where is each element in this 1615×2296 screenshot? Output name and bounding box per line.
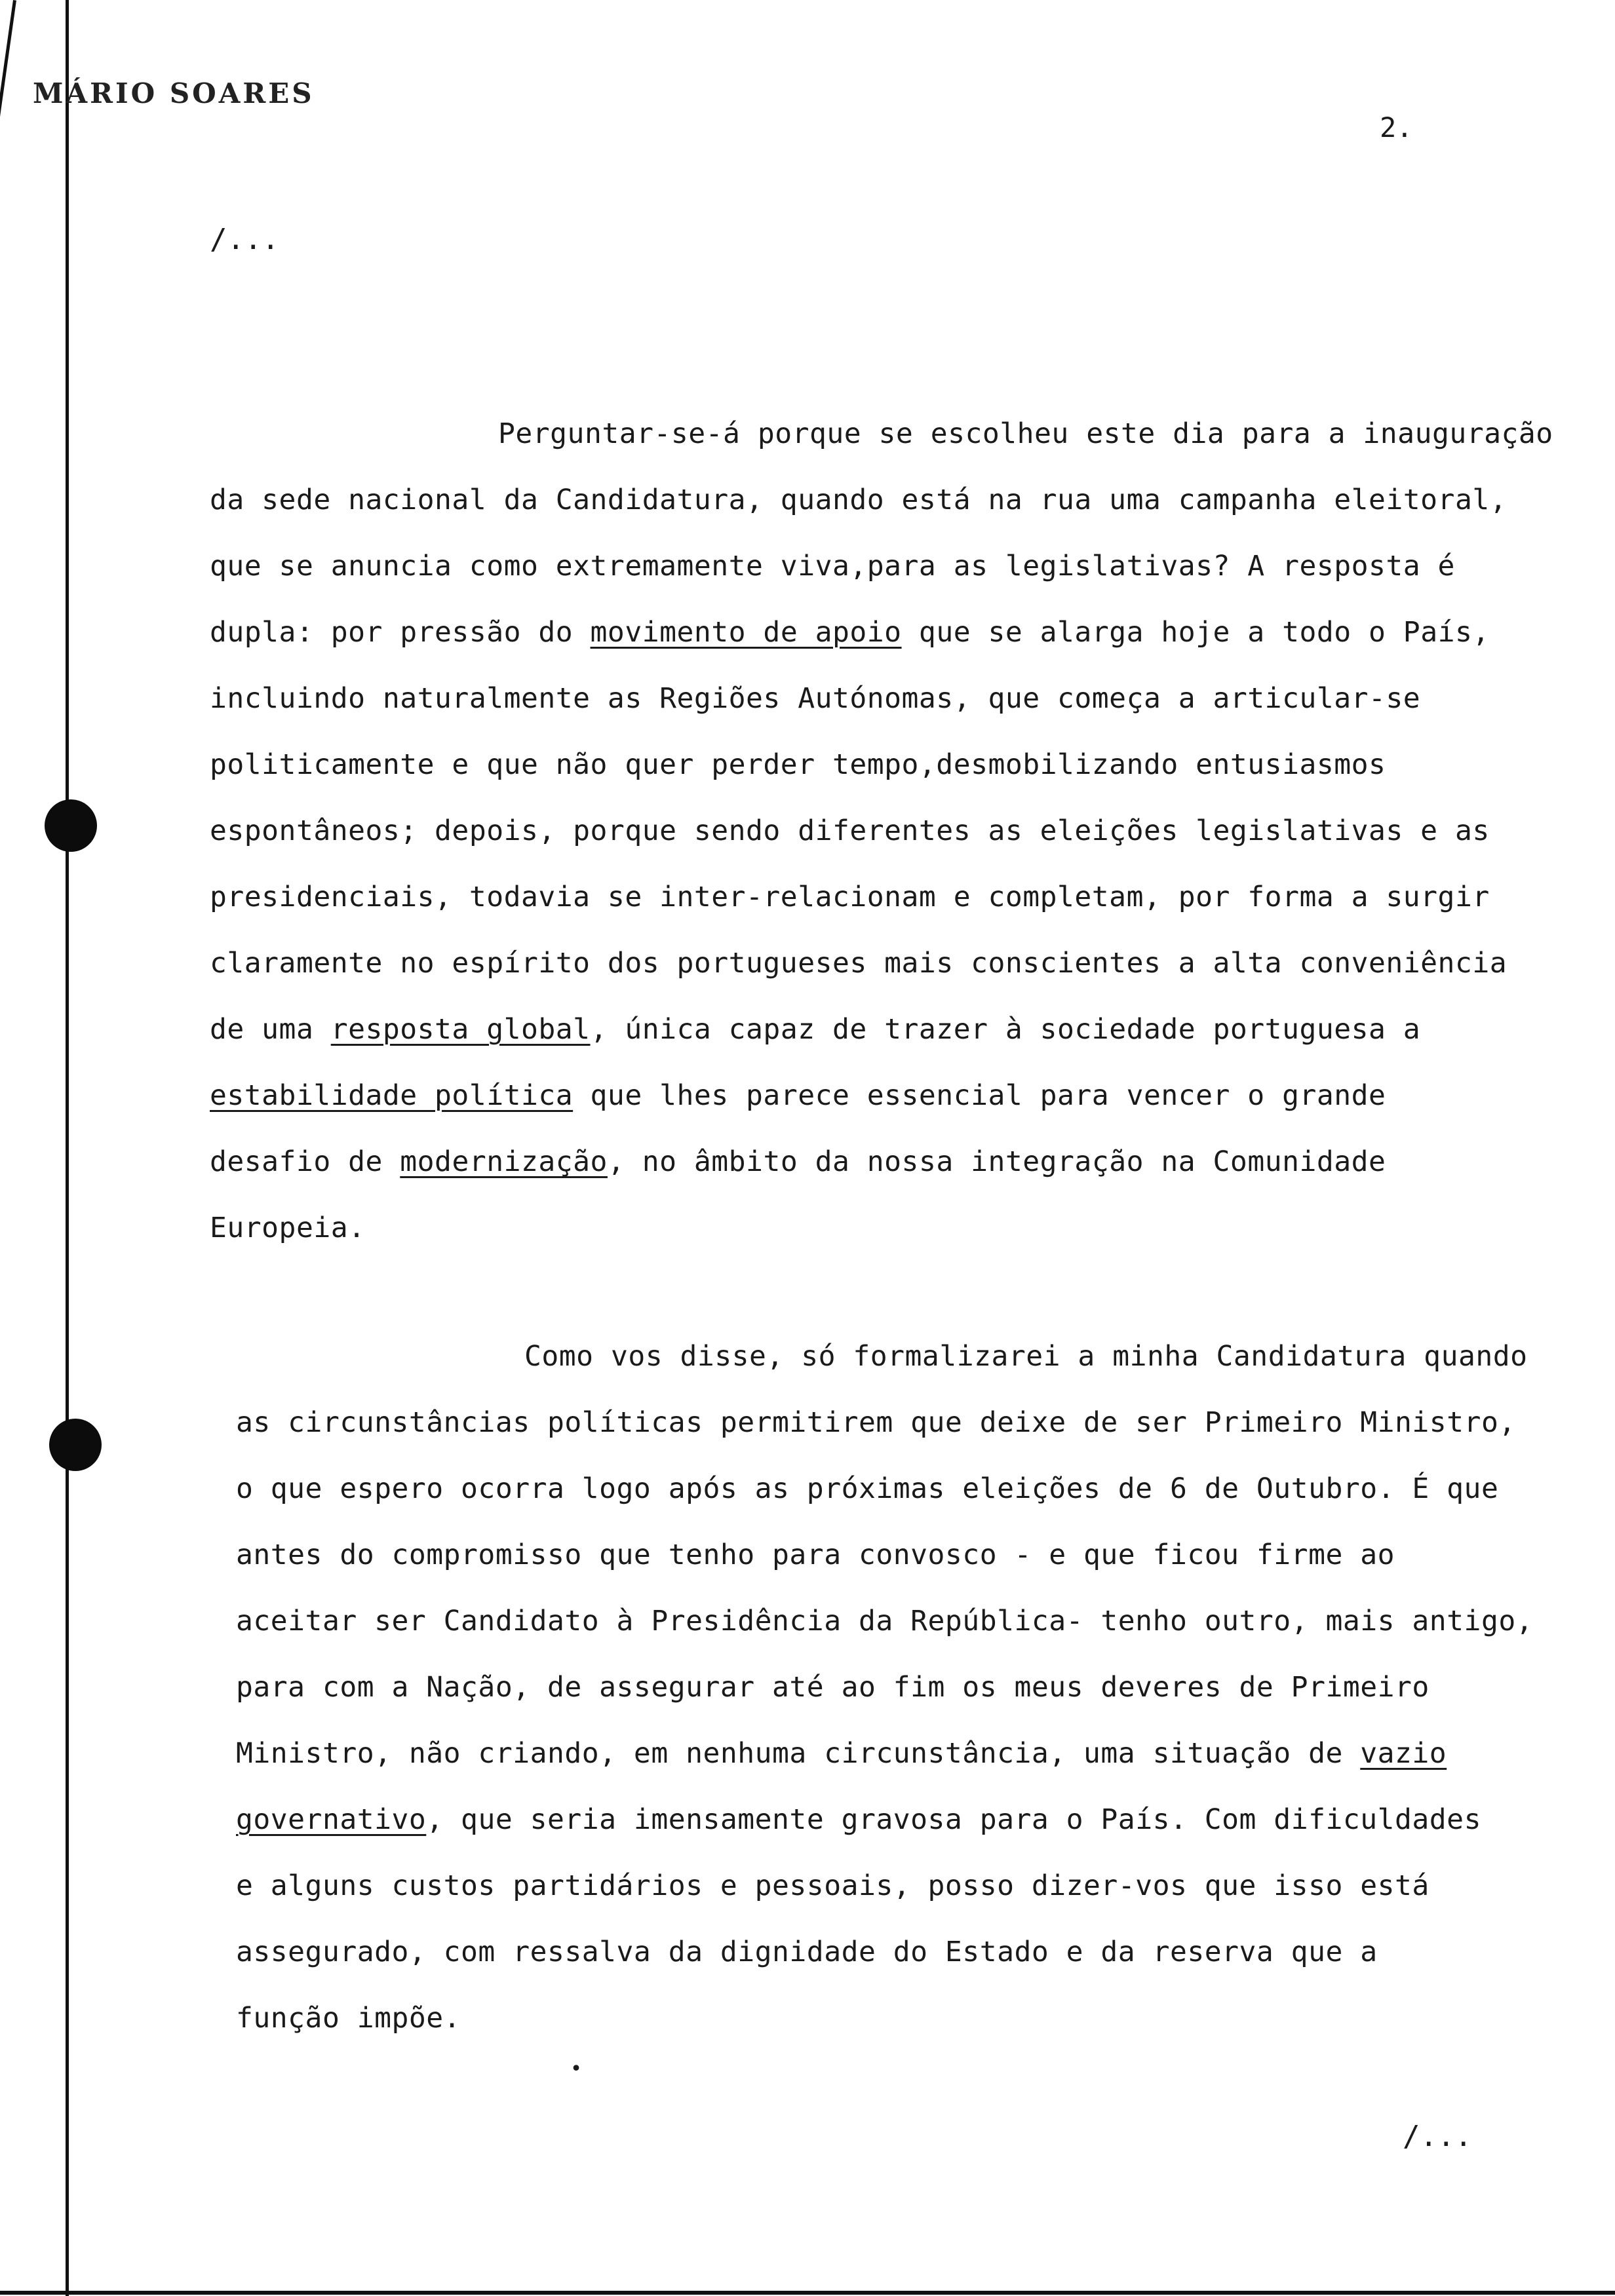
text-line: que se anuncia como extremamente viva,para as legislativas? A resposta é <box>210 550 1455 583</box>
continuation-mark-top: /... <box>210 223 279 256</box>
margin-pen-stroke <box>0 0 16 140</box>
page-number: 2. <box>1380 111 1413 144</box>
punch-hole <box>49 1419 102 1471</box>
text-line <box>210 997 1468 1063</box>
text-line: aceitar ser Candidato à Presidência da República- tenho outro, mais antigo, <box>236 1605 1534 1637</box>
text-line: politicamente e que não quer perder tempo,desmobilizando entusiasmos <box>210 748 1386 781</box>
text-line: incluindo naturalmente as Regiões Autónomas, que começa a articular-se <box>210 682 1421 715</box>
text-line: para com a Nação, de assegurar até ao fim os meus deveres de Primeiro <box>236 1671 1430 1704</box>
text-line: assegurado, com ressalva da dignidade do Estado e da reserva que a <box>236 1936 1378 1968</box>
letterhead: MÁRIO SOARES <box>33 77 315 109</box>
text-line: espontâneos; depois, porque sendo diferentes as eleições legislativas e as <box>210 814 1490 847</box>
text-line <box>210 1129 1468 1195</box>
text-line: e alguns custos partidários e pessoais, posso dizer-vos que isso está <box>236 1869 1430 1902</box>
bottom-border <box>0 2291 1615 2295</box>
text-line: Europeia. <box>210 1212 366 1244</box>
underlined-phrase: vazio <box>1360 1737 1447 1770</box>
text-line <box>210 1063 1468 1129</box>
text-line: as circunstâncias políticas permitirem que deixe de ser Primeiro Ministro, <box>236 1406 1516 1439</box>
text-segment: desafio de <box>210 1145 400 1178</box>
punch-hole <box>45 799 97 852</box>
text-line: função impõe. <box>236 2002 461 2035</box>
text-segment: , única capaz de trazer à sociedade portuguesa a <box>590 1013 1421 1046</box>
text-segment: de uma <box>210 1013 331 1046</box>
underlined-phrase: modernização <box>400 1145 608 1178</box>
margin-line <box>66 0 69 2296</box>
text-segment: que lhes parece essencial para vencer o grande <box>573 1079 1386 1112</box>
text-segment: , no âmbito da nossa integração na Comunidade <box>607 1145 1386 1178</box>
text-line: antes do compromisso que tenho para convosco - e que ficou firme ao <box>236 1539 1395 1571</box>
text-line: Perguntar-se-á porque se escolheu este dia para a inauguração <box>498 417 1553 450</box>
text-line: Como vos disse, só formalizarei a minha Candidatura quando <box>524 1340 1528 1373</box>
text-segment: dupla: por pressão do <box>210 616 591 649</box>
text-segment: , que seria imensamente gravosa para o País. Com dificuldades <box>426 1803 1481 1836</box>
stray-mark: • <box>570 2057 583 2080</box>
continuation-mark-bottom: /... <box>1403 2120 1472 2153</box>
text-line: claramente no espírito dos portugueses mais conscientes a alta conveniência <box>210 947 1508 980</box>
paragraph-2 <box>236 1324 1534 2052</box>
text-line <box>210 600 1490 666</box>
text-segment: que se alarga hoje a todo o País, <box>901 616 1490 649</box>
underlined-phrase: movimento de apoio <box>590 616 902 649</box>
text-line <box>236 1787 1494 1853</box>
text-line <box>236 1721 1494 1787</box>
text-line: presidenciais, todavia se inter-relacionam e completam, por forma a surgir <box>210 881 1490 913</box>
text-segment: Ministro, não criando, em nenhuma circunstância, uma situação de <box>236 1737 1361 1770</box>
paragraph-1 <box>210 401 1553 1261</box>
text-line: da sede nacional da Candidatura, quando está na rua uma campanha eleitoral, <box>210 484 1508 516</box>
underlined-phrase: resposta global <box>330 1013 591 1046</box>
text-line: o que espero ocorra logo após as próximas eleições de 6 de Outubro. É que <box>236 1472 1499 1505</box>
underlined-phrase: estabilidade política <box>210 1079 574 1112</box>
underlined-phrase: governativo <box>236 1803 427 1836</box>
